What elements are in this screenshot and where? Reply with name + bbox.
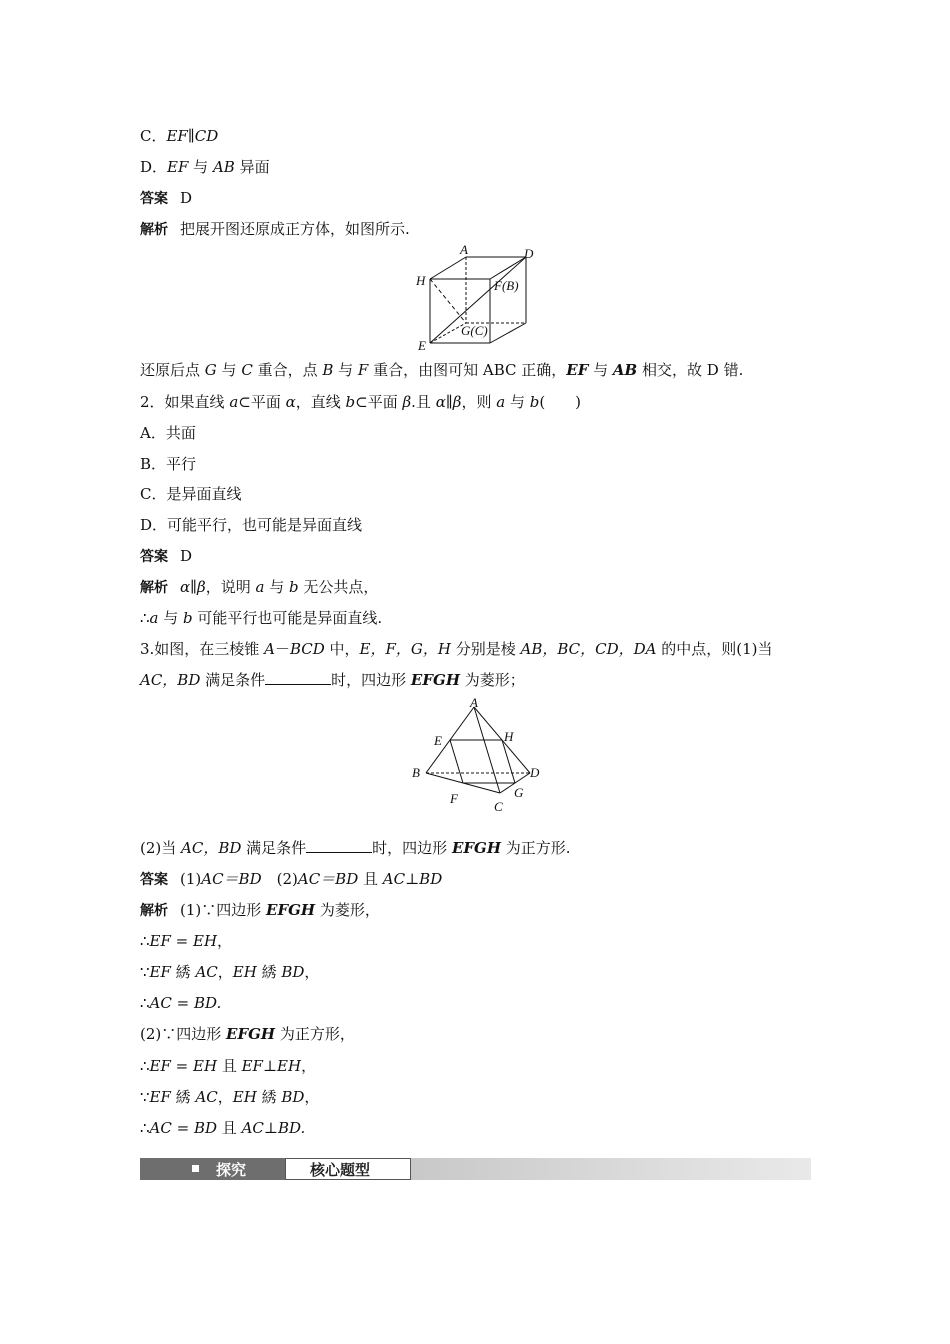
q3-analysis-step-4: ∴AC = BD. (140, 994, 222, 1012)
label-B: B (412, 765, 420, 780)
label-F: F (450, 791, 458, 806)
q1-answer: 答案 D (140, 189, 193, 207)
q3-analysis-step-1: 解析 (1)∵四边形 EFGH 为菱形， (140, 901, 380, 919)
label-H: H (416, 273, 426, 288)
q3-answer: 答案 (1)AC＝BD (2)AC＝BD 且 AC⊥BD (140, 870, 443, 888)
q3-analysis-step-6: ∴EF = EH 且 EF⊥EH， (140, 1057, 317, 1075)
q2-analysis: 解析 α∥β，说明 a 与 b 无公共点， (140, 578, 379, 596)
banner-dark-block (140, 1158, 285, 1180)
q2-option-c: C．是异面直线 (140, 485, 242, 503)
q3-analysis-step-5: (2)∵四边形 EFGH 为正方形， (140, 1025, 355, 1043)
section-banner (140, 1158, 811, 1184)
q2-stem: 2．如果直线 a⊂平面 α，直线 b⊂平面 β.且 α∥β，则 a 与 b( ) (140, 393, 582, 411)
q3-stem-line2: AC，BD 满足条件 时，四边形 EFGH 为菱形； (140, 671, 525, 689)
answer-blank-2 (306, 838, 372, 853)
q1-analysis: 解析 把展开图还原成正方体，如图所示. (140, 220, 410, 238)
bullet-square-icon (192, 1165, 199, 1172)
q1-option-d: D．EF 与 AB 异面 (140, 158, 270, 176)
q2-option-d: D．可能平行，也可能是异面直线 (140, 516, 363, 534)
label-A: A (470, 695, 478, 710)
label-GC: G(C) (461, 323, 488, 338)
q1-option-c: C．EF∥CD (140, 127, 219, 145)
answer-blank-1 (265, 670, 331, 685)
tetrahedron-figure (408, 695, 548, 814)
label-D: D (530, 765, 540, 780)
q2-option-a: A．共面 (140, 424, 196, 442)
q2-option-b: B．平行 (140, 455, 197, 473)
label-E: E (418, 338, 426, 353)
q3-analysis-step-3: ∵EF 綉 AC，EH 綉 BD， (140, 963, 320, 981)
q3-analysis-step-7: ∵EF 綉 AC，EH 綉 BD， (140, 1088, 320, 1106)
label-C: C (494, 799, 503, 814)
q2-answer: 答案 D (140, 547, 193, 565)
q3-analysis-step-2: ∴EF = EH， (140, 932, 233, 950)
label-A: A (460, 242, 468, 257)
label-FB: F(B) (494, 278, 519, 293)
cube-figure (410, 243, 540, 353)
q2-conclusion: ∴a 与 b 可能平行也可能是异面直线. (140, 609, 383, 627)
banner-title-right: 核心题型 (310, 1161, 371, 1179)
banner-title-left: 探究 (216, 1161, 247, 1179)
label-H: H (504, 729, 514, 744)
label-D: D (524, 246, 534, 261)
label-G: G (514, 785, 524, 800)
q1-conclusion: 还原后点 G 与 C 重合，点 B 与 F 重合，由图可知 ABC 正确，EF 与 AB 相交，故 D 错. (140, 361, 744, 379)
q3-stem-line1: 3.如图，在三棱锥 A－BCD 中，E，F，G，H 分别是棱 AB，BC，CD，DA 的中点，则(1)当 (140, 640, 773, 658)
label-E: E (434, 733, 442, 748)
q3-analysis-step-8: ∴AC = BD 且 AC⊥BD. (140, 1119, 306, 1137)
q3-stem-line3: (2)当 AC，BD 满足条件 时，四边形 EFGH 为正方形. (140, 839, 571, 857)
